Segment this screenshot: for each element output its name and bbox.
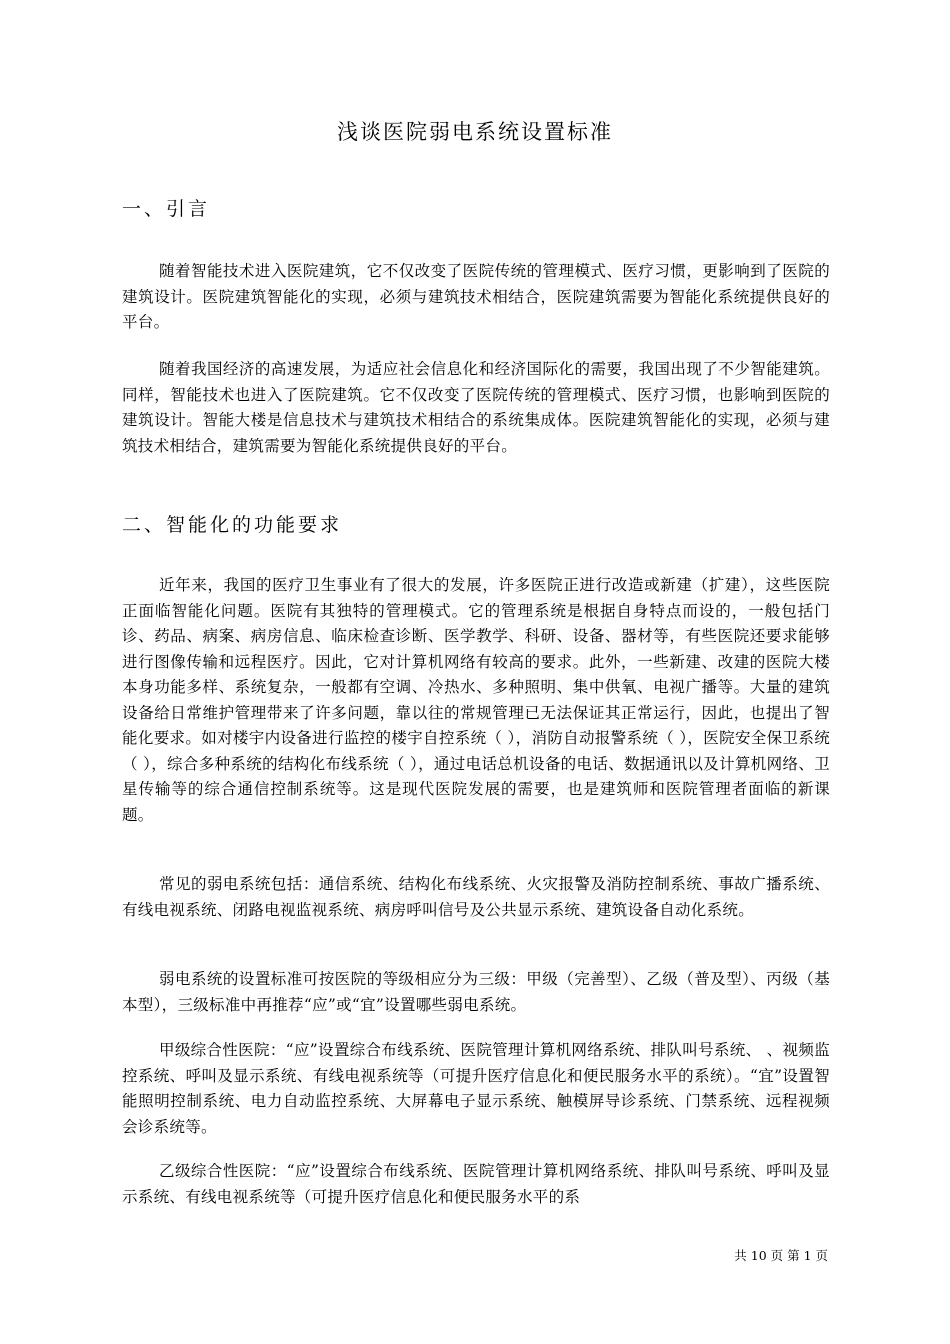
paragraph: 近年来，我国的医疗卫生事业有了很大的发展，许多医院正进行改造或新建（扩建），这些医院正面临智能化问题。医院有其独特的管理模式。它的管理系统是根据自身特点而设的，一般包括门诊、药品、病案、病房信息、临床检查诊断、医学教学、科研、设备、器材等，有些医院还要求能够进行图像传输和远程医疗。因此，它对计算机网络有较高的要求。此外，一些新建、改建的医院大楼本身功能多样、系统复杂，一般都有空调、冷热水、多种照明、集中供氧、电视广播等。大量的建筑设备给日常维护管理带来了许多问题，靠以往的常规管理已无法保证其正常运行，因此，也提出了智能化要求。如对楼宇内设备进行监控的楼宇自控系统（ ），消防自动报警系统（ ），医院安全保卫系统（ ），综合多种系统的结构化布线系统（ ），通过电话总机设备的电话、数据通讯以及计算机网络、卫星传输等的综合通信控制系统等。这是现代医院发展的需要，也是建筑师和医院管理者面临的新课题。: [122, 576, 830, 824]
page-footer: 共 10 页 第 1 页: [734, 1248, 828, 1263]
paragraph: 弱电系统的设置标准可按医院的等级相应分为三级：甲级（完善型）、乙级（普及型）、丙级（基本型），三级标准中再推荐“应”或“宜”设置哪些弱电系统。: [122, 970, 830, 1014]
paragraph: 随着智能技术进入医院建筑，它不仅改变了医院传统的管理模式、医疗习惯，更影响到了医院的建筑设计。医院建筑智能化的实现，必须与建筑技术相结合，医院建筑需要为智能化系统提供良好的平台。: [122, 262, 830, 331]
paragraph: 乙级综合性医院：“应”设置综合布线系统、医院管理计算机网络系统、排队叫号系统、呼叫及显示系统、有线电视系统等（可提升医疗信息化和便民服务水平的系: [122, 1162, 830, 1206]
section-heading-intro: 一、引言: [122, 198, 211, 220]
paragraph: 甲级综合性医院：“应”设置综合布线系统、医院管理计算机网络系统、排队叫号系统、 、视频监控系统、呼叫及显示系统、有线电视系统等（可提升医疗信息化和便民服务水平的系统）。“宜”设置智能照明控制系统、电力自动监控系统、大屏幕电子显示系统、触模屏导诊系统、门禁系统、远程视频会诊系统等。: [122, 1041, 830, 1136]
document-title: 浅谈医院弱电系统设置标准: [337, 120, 613, 144]
paragraph: 随着我国经济的高速发展，为适应社会信息化和经济国际化的需要，我国出现了不少智能建筑。同样，智能技术也进入了医院建筑。它不仅改变了医院传统的管理模式、医疗习惯，也影响到医院的建筑设计。智能大楼是信息技术与建筑技术相结合的系统集成体。医院建筑智能化的实现，必须与建筑技术相结合，建筑需要为智能化系统提供良好的平台。: [122, 360, 830, 455]
paragraph: 常见的弱电系统包括：通信系统、结构化布线系统、火灾报警及消防控制系统、事故广播系统、有线电视系统、闭路电视监视系统、病房呼叫信号及公共显示系统、建筑设备自动化系统。: [122, 875, 830, 919]
section-heading-requirements: 二、智能化的功能要求: [122, 514, 343, 536]
